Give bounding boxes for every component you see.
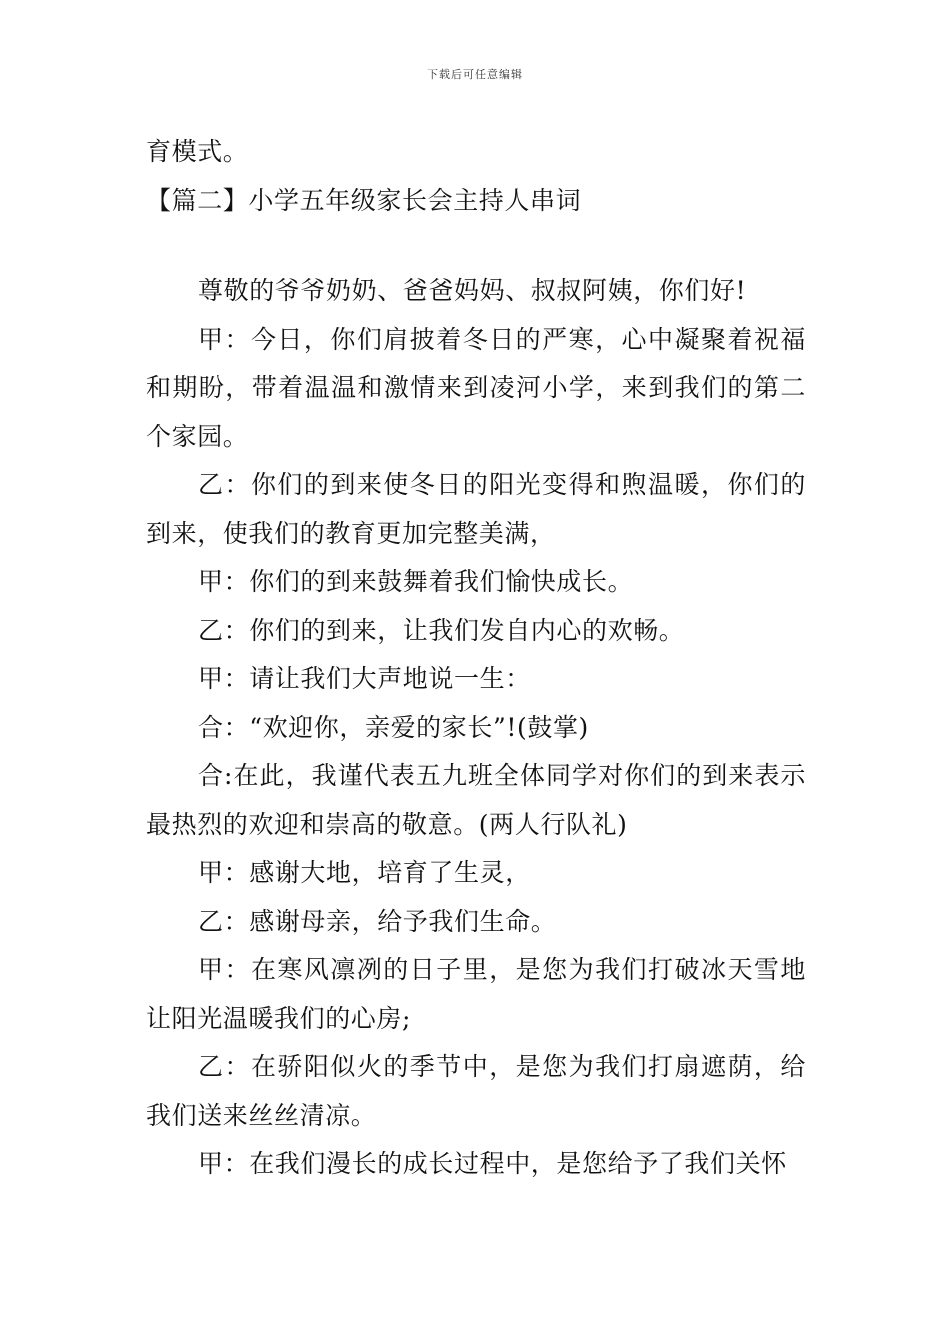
paragraph: 甲：感谢大地，培育了生灵， [198,858,531,887]
paragraph: 甲：今日，你们肩披着冬日的严寒，心中凝聚着祝福和期盼，带着温温和激情来到凌河小学，来到我们的第二个家园。 [146,324,806,451]
lead-fragment: 育模式。 [146,137,249,166]
paragraph: 甲：你们的到来鼓舞着我们愉快成长。 [198,567,634,596]
paragraph: 合:在此，我谨代表五九班全体同学对你们的到来表示最热烈的欢迎和崇高的敬意。(两人行队礼) [146,761,806,839]
paragraph: 乙：在骄阳似火的季节中，是您为我们打扇遮荫，给我们送来丝丝清凉。 [146,1052,806,1130]
paragraph: 乙：感谢母亲，给予我们生命。 [198,906,557,936]
paragraph: 甲：在我们漫长的成长过程中，是您给予了我们关怀 [198,1149,787,1178]
spacer [146,225,806,267]
paragraph-greeting: 尊敬的爷爷奶奶、爸爸妈妈、叔叔阿姨，你们好! [198,276,747,305]
paragraph: 乙：你们的到来，让我们发自内心的欢畅。 [198,615,685,645]
document-body [146,128,806,1189]
paragraph: 乙：你们的到来使冬日的阳光变得和煦温暖，你们的到来，使我们的教育更加完整美满， [146,470,806,548]
paragraph: 甲：请让我们大声地说一生： [198,664,531,693]
page-header-note: 下载后可任意编辑 [427,68,523,81]
paragraph: 合：“欢迎你，亲爱的家长”!(鼓掌) [198,712,589,742]
paragraph: 甲：在寒风凛冽的日子里，是您为我们打破冰天雪地让阳光温暖我们的心房; [146,955,806,1033]
section-title: 【篇二】小学五年级家长会主持人串词 [146,185,582,215]
